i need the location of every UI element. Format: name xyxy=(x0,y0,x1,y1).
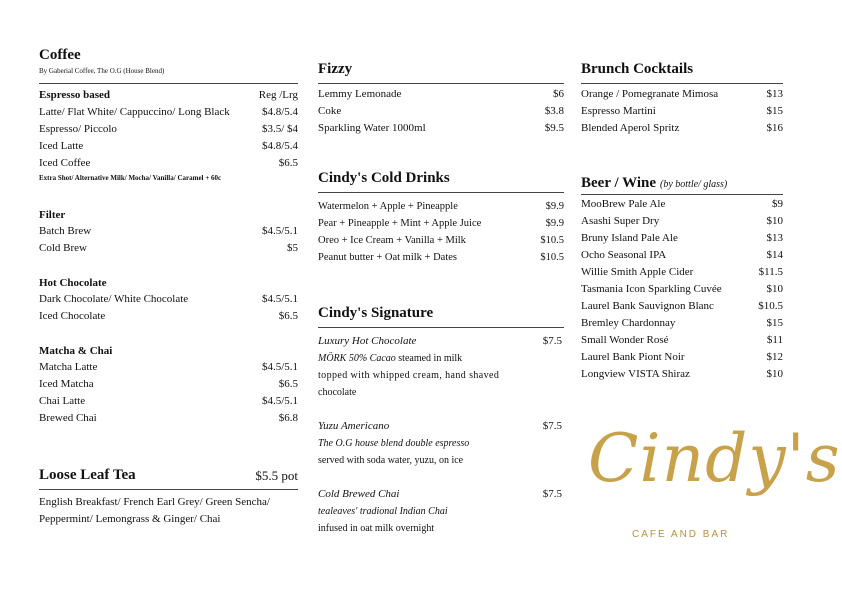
menu-item: Laurel Bank Piont Noir $12 xyxy=(581,351,783,363)
menu-item: Longview VISTA Shiraz $10 xyxy=(581,368,783,380)
hot-chocolate-header: Hot Chocolate xyxy=(39,277,107,289)
item-description: infused in oat milk overnight xyxy=(318,523,435,534)
fizzy-title: Fizzy xyxy=(318,61,353,77)
matcha-chai-header: Matcha & Chai xyxy=(39,345,113,357)
item-description: The O.G house blend double espresso xyxy=(318,438,470,449)
coffee-extras: Extra Shot/ Alternative Milk/ Mocha/ Vanilla/ Caramel + 60c xyxy=(39,174,222,182)
menu-item: Espresso/ Piccolo $3.5/ $4 xyxy=(39,123,298,135)
menu-item: Dark Chocolate/ White Chocolate $4.5/5.1 xyxy=(39,293,298,305)
logo-tagline: CAFE AND BAR xyxy=(632,529,730,540)
fizzy-rule xyxy=(318,83,564,84)
item-description: MÖRK 50% Cacao steamed in milk xyxy=(318,353,463,364)
menu-item: Coke $3.8 xyxy=(318,105,564,117)
menu-item: Small Wonder Rosé $11 xyxy=(581,334,783,346)
menu-item: Willie Smith Apple Cider $11.5 xyxy=(581,266,783,278)
menu-item: Watermelon + Apple + Pineapple $9.9 xyxy=(318,201,564,212)
item-description: chocolate xyxy=(318,387,357,398)
beer-wine-note: (by bottle/ glass) xyxy=(660,179,728,190)
signature-title: Cindy's Signature xyxy=(318,305,434,321)
brunch-title: Brunch Cocktails xyxy=(581,61,694,77)
item-description: served with soda water, yuzu, on ice xyxy=(318,455,464,466)
beer-wine-title: Beer / Wine xyxy=(581,175,656,191)
loose-leaf-price: $5.5 pot xyxy=(255,468,298,483)
menu-item: Bremley Chardonnay $15 xyxy=(581,317,783,329)
menu-item: Cold Brew $5 xyxy=(39,242,298,254)
menu-item: Cold Brewed Chai $7.5 xyxy=(318,488,562,500)
menu-item: Ocho Seasonal IPA $14 xyxy=(581,249,783,261)
loose-leaf-line-1: English Breakfast/ French Earl Grey/ Green Sencha/ xyxy=(39,496,270,508)
menu-item: Laurel Bank Sauvignon Blanc $10.5 xyxy=(581,300,783,312)
menu-item: Pear + Pineapple + Mint + Apple Juice $9.9 xyxy=(318,218,564,229)
menu-item: Lemmy Lemonade $6 xyxy=(318,88,564,100)
espresso-header: Espresso based Reg /Lrg xyxy=(39,89,298,101)
loose-leaf-rule xyxy=(39,489,298,490)
filter-header: Filter xyxy=(39,209,66,221)
cindys-logo: Cindy's xyxy=(588,420,841,497)
item-description: tealeaves' tradional Indian Chai xyxy=(318,506,448,517)
menu-item: Iced Latte $4.8/5.4 xyxy=(39,140,298,152)
menu-item: Sparkling Water 1000ml $9.5 xyxy=(318,122,564,134)
coffee-rule xyxy=(39,83,298,84)
signature-rule xyxy=(318,327,564,328)
loose-leaf-title: Loose Leaf Tea xyxy=(39,467,136,483)
menu-item: Latte/ Flat White/ Cappuccino/ Long Black $4.8/5.4 xyxy=(39,106,298,118)
menu-item: Brewed Chai $6.8 xyxy=(39,412,298,424)
menu-item: Oreo + Ice Cream + Vanilla + Milk $10.5 xyxy=(318,235,564,246)
menu-item: Iced Matcha $6.5 xyxy=(39,378,298,390)
item-description: topped with whipped cream, hand shaved xyxy=(318,370,500,381)
menu-item: Matcha Latte $4.5/5.1 xyxy=(39,361,298,373)
coffee-title: Coffee xyxy=(39,47,81,63)
cold-drinks-rule xyxy=(318,192,564,193)
beer-wine-heading xyxy=(581,174,727,192)
menu-item: MooBrew Pale Ale $9 xyxy=(581,198,783,210)
menu-item: Bruny Island Pale Ale $13 xyxy=(581,232,783,244)
menu-item: Blended Aperol Spritz $16 xyxy=(581,122,783,134)
menu-item: Peanut butter + Oat milk + Dates $10.5 xyxy=(318,252,564,263)
menu-item: Asashi Super Dry $10 xyxy=(581,215,783,227)
menu-item: Batch Brew $4.5/5.1 xyxy=(39,225,298,237)
cold-drinks-title: Cindy's Cold Drinks xyxy=(318,170,450,186)
menu-item: Chai Latte $4.5/5.1 xyxy=(39,395,298,407)
menu-item: Espresso Martini $15 xyxy=(581,105,783,117)
menu-item: Iced Coffee $6.5 xyxy=(39,157,298,169)
loose-leaf-line-2: Peppermint/ Lemongrass & Ginger/ Chai xyxy=(39,513,221,525)
beer-wine-rule xyxy=(581,194,783,195)
menu-item: Luxury Hot Chocolate $7.5 xyxy=(318,335,562,347)
menu-item: Iced Chocolate $6.5 xyxy=(39,310,298,322)
menu-item: Tasmania Icon Sparkling Cuvée $10 xyxy=(581,283,783,295)
brunch-rule xyxy=(581,83,783,84)
menu-item: Orange / Pomegranate Mimosa $13 xyxy=(581,88,783,100)
menu-item: Yuzu Americano $7.5 xyxy=(318,420,562,432)
coffee-subtitle: By Gaberial Coffee, The O.G (House Blend) xyxy=(39,67,165,75)
